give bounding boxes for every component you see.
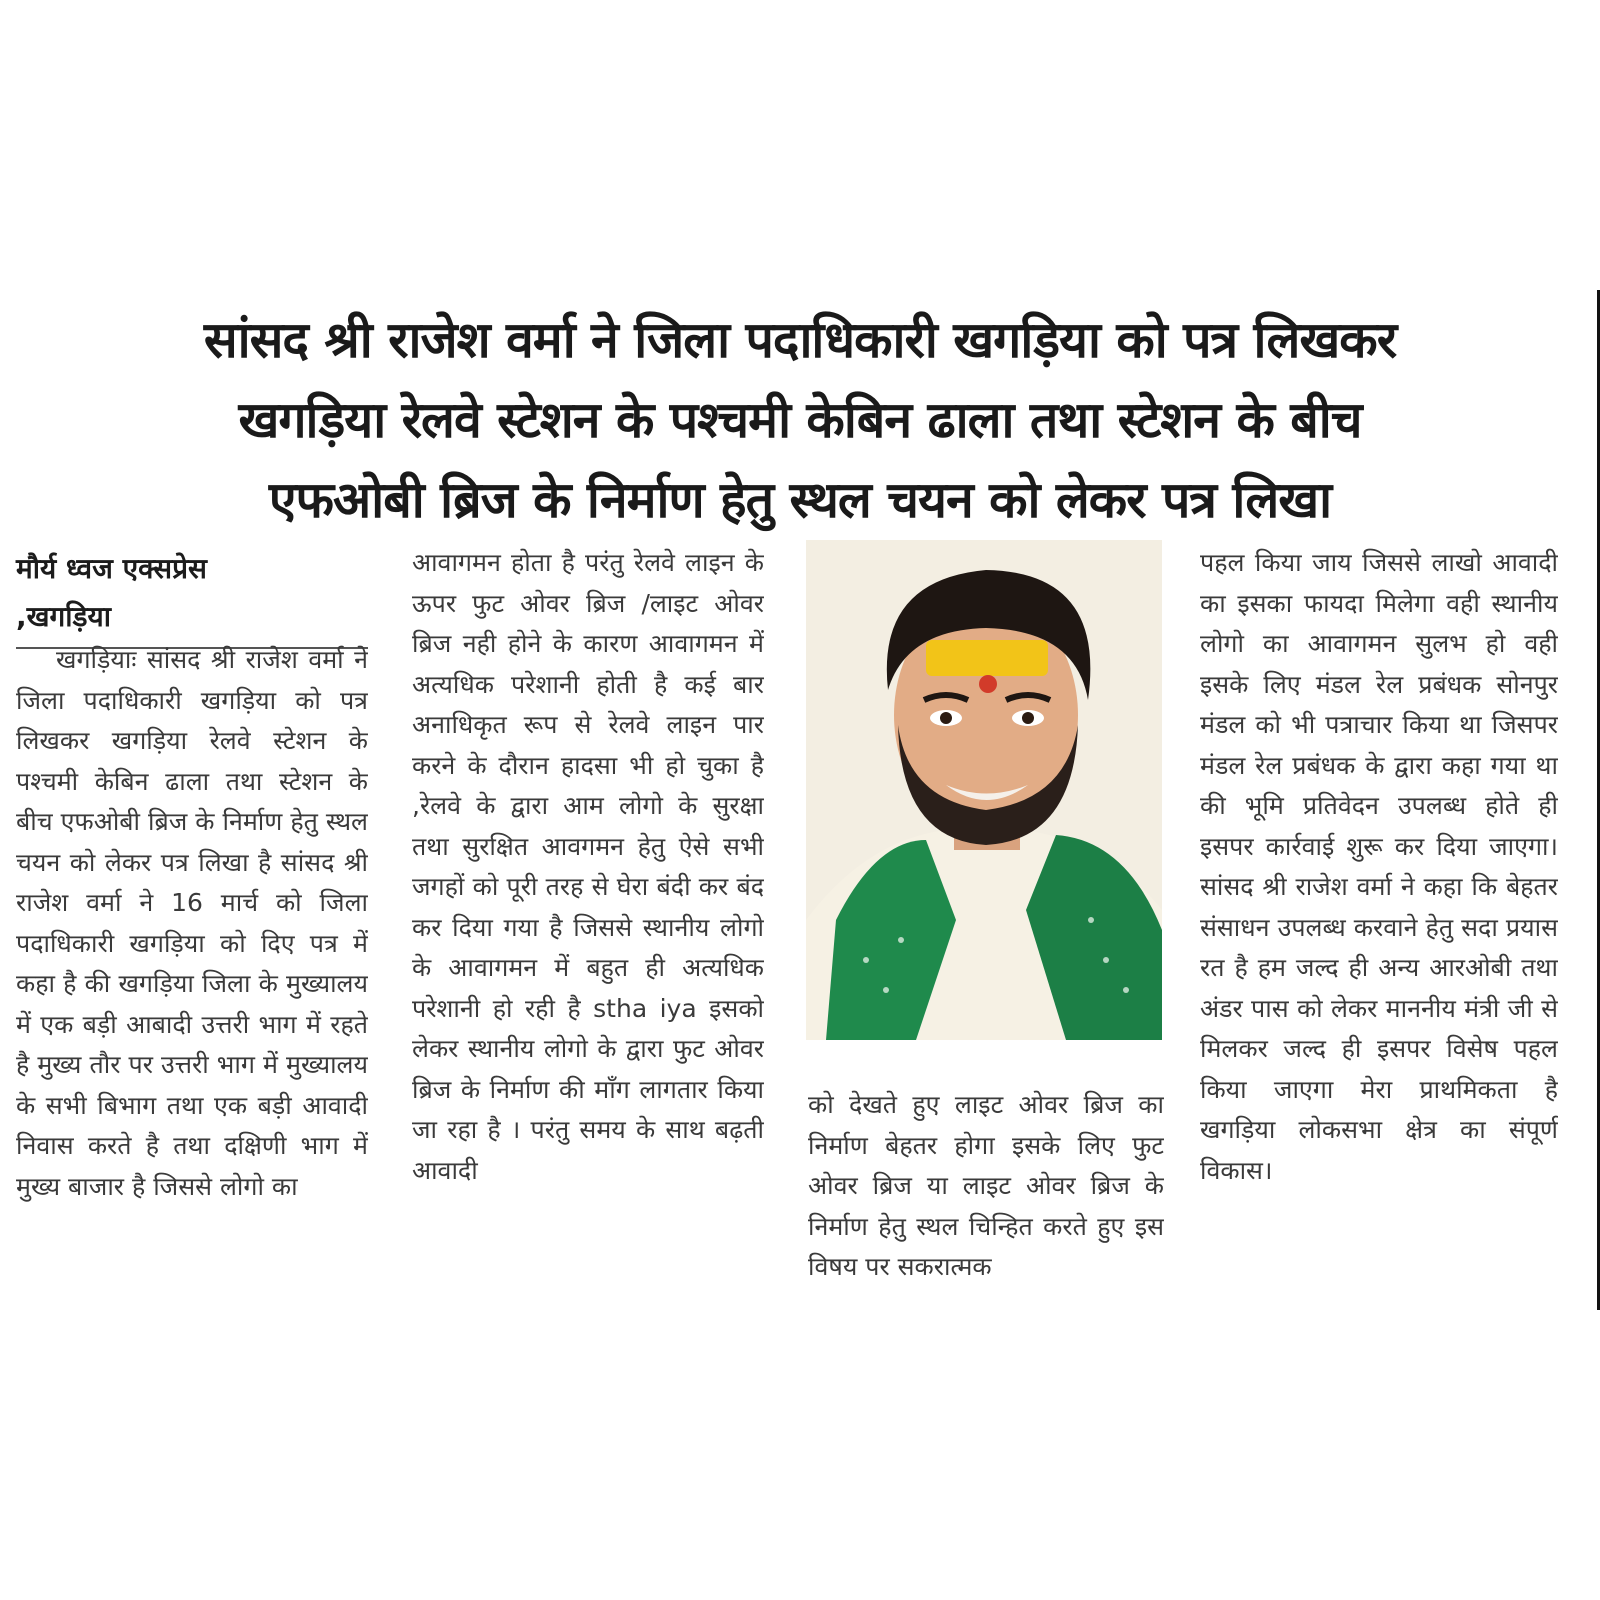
portrait-illustration	[806, 540, 1162, 1040]
headline-line-2: खगड़िया रेलवे स्टेशन के पश्चमी केबिन ढाला तथा स्टेशन के बीच	[238, 391, 1362, 449]
portrait-photo	[806, 540, 1162, 1040]
byline	[16, 545, 368, 649]
article-column-2	[412, 543, 764, 1283]
headline-line-1: सांसद श्री राजेश वर्मा ने जिला पदाधिकारी खगड़िया को पत्र लिखकर	[203, 311, 1397, 369]
article-column-4	[1200, 543, 1558, 1283]
headline	[20, 300, 1580, 540]
article-text-col4: पहल किया जाय जिससे लाखो आवादी का इसका फायदा मिलेगा वही स्थानीय लोगो का आवागमन सुलभ हो वही इसके लिए मंडल रेल प्रबंधक सोनपुर मंडल को भी पत्राचार किया था जिसपर मंडल रेल प्रबंधक के द्वारा कहा गया था की भूमि प्रतिवेदन उपलब्ध होते ही इसपर कार्रवाई शुरू कर दिया जाएगा। सांसद श्री राजेश वर्मा ने कहा कि बेहतर संसाधन उपलब्ध करवाने हेतु सदा प्रयास रत है हम जल्द ही अन्य आरओबी तथा अंडर पास को लेकर माननीय मंत्री जी से मिलकर जल्द ही इसपर विसेष पहल किया जाएगा मेरा प्राथमिकता है खगड़िया लोकसभा क्षेत्र का संपूर्ण विकास।	[1200, 548, 1558, 1185]
article-column-3	[808, 1085, 1164, 1285]
byline-location: ,खगड़िया	[16, 600, 112, 633]
byline-publication: मौर्य ध्वज एक्सप्रेस	[16, 552, 207, 585]
article-text-col2: आवागमन होता है परंतु रेलवे लाइन के ऊपर फुट ओवर ब्रिज /लाइट ओवर ब्रिज नही होने के कारण आवागमन में अत्यधिक परेशानी होती है कई बार अनाधिकृत रूप से रेलवे लाइन पार करने के दौरान हादसा भी हो चुका है ,रेलवे के द्वारा आम लोगो के सुरक्षा तथा सुरक्षित आवगमन हेतु ऐसे सभी जगहों को पूरी तरह से घेरा बंदी कर बंद कर दिया गया है जिससे स्थानीय लोगो के आवागमन में बहुत ही अत्यधिक परेशानी हो रही है stha iya इसको लेकर स्थानीय लोगो के द्वारा फुट ओवर ब्रिज के निर्माण की माँग लागतार किया जा रहा है । परंतु समय के साथ बढ़ती आवादी	[412, 548, 764, 1185]
article-column-1	[16, 640, 368, 1300]
headline-line-3: एफओबी ब्रिज के निर्माण हेतु स्थल चयन को लेकर पत्र लिखा	[268, 471, 1332, 529]
article-text-col3: को देखते हुए लाइट ओवर ब्रिज का निर्माण बेहतर होगा इसके लिए फुट ओवर ब्रिज या लाइट ओवर ब्रिज के निर्माण हेतु स्थल चिन्हित करते हुए इस विषय पर सकरात्मक	[808, 1090, 1164, 1281]
article-text-col1: खगड़ियाः सांसद श्री राजेश वर्मा ने जिला पदाधिकारी खगड़िया को पत्र लिखकर खगड़िया रेलवे स्टेशन के पश्चमी केबिन ढाला तथा स्टेशन के बीच एफओबी ब्रिज के निर्माण हेतु स्थल चयन को लेकर पत्र लिखा है सांसद श्री राजेश वर्मा ने 16 मार्च को जिला पदाधिकारी खगड़िया को दिए पत्र में कहा है की खगड़िया जिला के मुख्यालय में एक बड़ी आबादी उत्तरी भाग में रहते है मुख्य तौर पर उत्तरी भाग में मुख्यालय के सभी बिभाग तथा एक बड़ी आवादी निवास करते है तथा दक्षिणी भाग में मुख्य बाजार है जिससे लोगो का	[16, 645, 368, 1201]
